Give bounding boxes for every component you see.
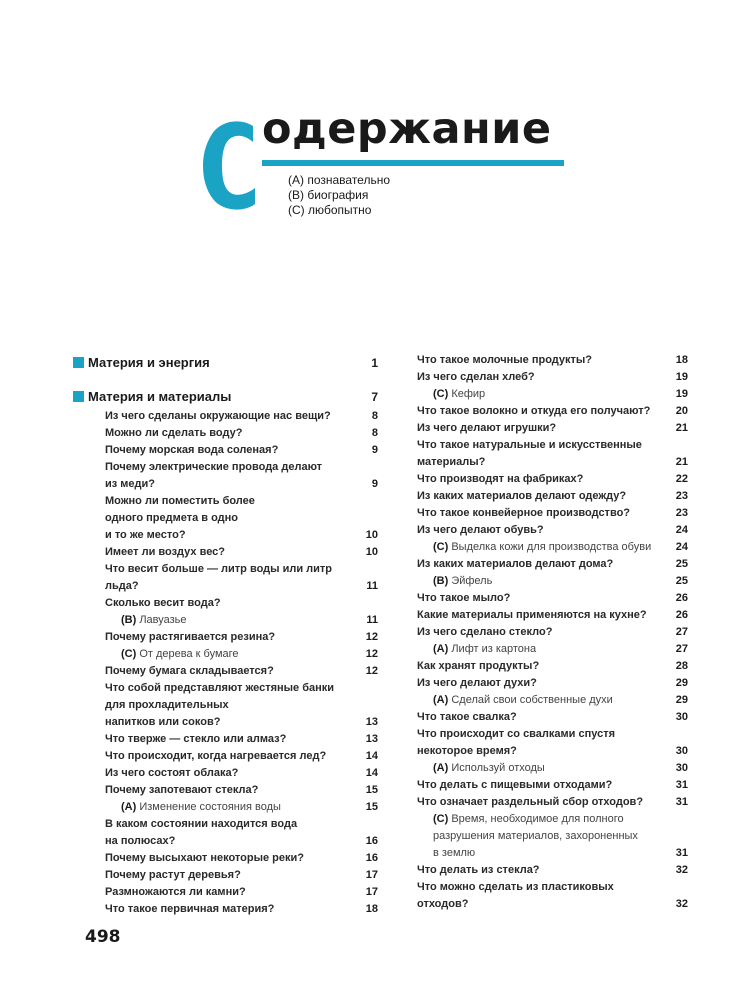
- toc-entry-text: В каком состоянии находится вода: [105, 818, 298, 830]
- toc-entry-text: льда?: [105, 580, 139, 592]
- toc-entry-text: Почему высыхают некоторые реки?: [105, 852, 304, 864]
- section-page: 1: [371, 356, 378, 370]
- toc-entry-text: Что такое конвейерное производство?: [417, 507, 631, 519]
- toc-entry-text: Почему бумага складывается?: [105, 665, 274, 677]
- toc-entry-text: Что такое волокно и откуда его получают?: [417, 405, 651, 417]
- toc-entry-text: Что происходит со свалками спустя: [417, 728, 616, 740]
- toc-entry[interactable]: [417, 437, 688, 454]
- toc-entry-page: 8: [371, 410, 378, 422]
- toc-entry-text: Что производят на фабриках?: [417, 473, 584, 485]
- toc-entry-text: [433, 692, 613, 709]
- toc-entry-page: 10: [365, 529, 378, 541]
- toc-entry-text: Что такое мыло?: [417, 592, 511, 604]
- toc-entry[interactable]: [417, 845, 688, 862]
- toc-entry[interactable]: [417, 454, 688, 471]
- toc-entry-page: 11: [366, 614, 378, 626]
- toc-entry-text: Размножаются ли камни?: [105, 886, 246, 898]
- toc-entry[interactable]: [73, 799, 378, 816]
- legend-item-c: (С) любопытно: [288, 203, 372, 217]
- toc-entry-text: Можно ли сделать воду?: [105, 427, 243, 439]
- toc-entry-page: 26: [675, 592, 688, 604]
- toc-entry[interactable]: [73, 544, 378, 561]
- toc-entry[interactable]: [417, 556, 688, 573]
- toc-entry-text: Из чего делают духи?: [417, 677, 537, 689]
- page-title: одержание: [262, 104, 552, 154]
- toc-entry-page: 25: [675, 558, 688, 570]
- toc-entry-text: [433, 811, 624, 828]
- toc-entry-tag: (С): [433, 813, 452, 825]
- toc-entry-text: и то же место?: [105, 529, 186, 541]
- toc-entry[interactable]: [417, 675, 688, 692]
- toc-entry-text: Почему растягивается резина?: [105, 631, 276, 643]
- toc-entry-page: 29: [675, 677, 688, 689]
- toc-entry[interactable]: [73, 476, 378, 493]
- toc-entry[interactable]: [417, 522, 688, 539]
- section-marker-square: [73, 357, 84, 368]
- toc-entry[interactable]: [73, 493, 378, 510]
- toc-entry-label: Кефир: [451, 388, 486, 400]
- toc-entry[interactable]: [417, 692, 688, 709]
- toc-entry-page: 28: [675, 660, 688, 672]
- toc-entry-page: 12: [365, 665, 378, 677]
- toc-entry[interactable]: [73, 459, 378, 476]
- toc-entry-text: одного предмета в одно: [105, 512, 239, 524]
- toc-entry-text: [121, 646, 239, 663]
- page-number: 498: [85, 927, 121, 947]
- toc-entry-page: 16: [365, 852, 378, 864]
- toc-entry[interactable]: [73, 884, 378, 901]
- toc-entry-page: 12: [365, 631, 378, 643]
- toc-entry-page: 13: [365, 733, 378, 745]
- toc-entries-right: [417, 352, 688, 913]
- toc-entry-text: для прохладительных: [105, 699, 229, 711]
- toc-entry-page: 11: [366, 580, 378, 592]
- toc-entry-page: 27: [675, 643, 688, 655]
- toc-entry-page: 30: [675, 762, 688, 774]
- toc-entry-text: Что такое свалка?: [417, 711, 517, 723]
- toc-entry[interactable]: [73, 629, 378, 646]
- toc-entry-text: Что можно сделать из пластиковых: [417, 881, 614, 893]
- toc-entry-tag: (С): [121, 648, 140, 660]
- toc-entry-label: Выделка кожи для производства обуви: [451, 541, 652, 553]
- toc-entry-text: на полюсах?: [105, 835, 176, 847]
- toc-entry[interactable]: [73, 867, 378, 884]
- toc-entry-label: Изменение состояния воды: [139, 801, 281, 813]
- toc-entry-tag: (С): [433, 388, 452, 400]
- toc-entry-tag: (В): [433, 575, 452, 587]
- toc-entry-text: Что такое молочные продукты?: [417, 354, 593, 366]
- toc-entry-page: 31: [675, 796, 688, 808]
- toc-section-matter-materials[interactable]: [73, 386, 378, 408]
- toc-entry-page: 19: [675, 371, 688, 383]
- toc-entry[interactable]: [417, 386, 688, 403]
- toc-entry[interactable]: [73, 442, 378, 459]
- toc-entry-page: 8: [371, 427, 378, 439]
- toc-entry-label: Сделай свои собственные духи: [451, 694, 613, 706]
- toc-entry-text: Из чего сделан хлеб?: [417, 371, 535, 383]
- toc-entry[interactable]: [73, 901, 378, 918]
- toc-entry-tag: (А): [433, 694, 452, 706]
- toc-entry-text: Как хранят продукты?: [417, 660, 540, 672]
- toc-entry[interactable]: [417, 828, 688, 845]
- toc-entry[interactable]: [73, 561, 378, 578]
- toc-section-matter-energy[interactable]: [73, 352, 378, 374]
- toc-entry-text: Почему запотевают стекла?: [105, 784, 259, 796]
- toc-entry-page: 15: [365, 784, 378, 796]
- toc-entry-page: 12: [365, 648, 378, 660]
- toc-entry-page: 23: [675, 507, 688, 519]
- toc-entry-text: Что тверже — стекло или алмаз?: [105, 733, 287, 745]
- toc-entry-page: 18: [365, 903, 378, 915]
- toc-entry[interactable]: [417, 352, 688, 369]
- toc-entry-text: материалы?: [417, 456, 486, 468]
- toc-entry-tag: (А): [433, 762, 452, 774]
- toc-entry[interactable]: [73, 816, 378, 833]
- toc-entry-text: напитков или соков?: [105, 716, 221, 728]
- toc-entry-text: в землю: [433, 847, 476, 859]
- section-page: 7: [371, 390, 378, 404]
- toc-entry-page: 30: [675, 745, 688, 757]
- toc-entry-text: Что такое первичная материя?: [105, 903, 275, 915]
- toc-entry[interactable]: [417, 624, 688, 641]
- legend: [288, 173, 390, 218]
- toc-entry[interactable]: [417, 539, 688, 556]
- toc-entry-page: 16: [365, 835, 378, 847]
- toc-entry-page: 9: [371, 444, 378, 456]
- title-underline: [262, 160, 564, 166]
- toc-entry-text: Почему морская вода соленая?: [105, 444, 279, 456]
- toc-entry[interactable]: [417, 811, 688, 828]
- toc-entry-page: 10: [365, 546, 378, 558]
- toc-entry[interactable]: [417, 658, 688, 675]
- toc-entry[interactable]: [417, 794, 688, 811]
- legend-item-a: (А) познавательно: [288, 173, 391, 187]
- toc-entry-text: Что весит больше — литр воды или литр: [105, 563, 333, 575]
- toc-entry-label: От дерева к бумаге: [139, 648, 239, 660]
- toc-entry[interactable]: [73, 578, 378, 595]
- toc-entry-page: 21: [675, 456, 688, 468]
- toc-entry[interactable]: [73, 680, 378, 697]
- toc-entry[interactable]: [73, 595, 378, 612]
- toc-entry-page: 13: [365, 716, 378, 728]
- toc-entry[interactable]: [73, 408, 378, 425]
- toc-entry[interactable]: [417, 726, 688, 743]
- toc-entry[interactable]: [417, 743, 688, 760]
- toc-entry-page: 25: [675, 575, 688, 587]
- toc-entry-label: Лифт из картона: [451, 643, 537, 655]
- toc-entry[interactable]: [73, 697, 378, 714]
- toc-entry[interactable]: [417, 471, 688, 488]
- toc-entry-tag: (А): [433, 643, 452, 655]
- toc-entry-text: [433, 760, 545, 777]
- toc-entry[interactable]: [417, 709, 688, 726]
- toc-entry[interactable]: [73, 748, 378, 765]
- toc-entry-text: некоторое время?: [417, 745, 517, 757]
- toc-entry-page: 17: [365, 869, 378, 881]
- toc-entry[interactable]: [73, 765, 378, 782]
- toc-entry[interactable]: [417, 420, 688, 437]
- toc-entry-page: 24: [675, 524, 688, 536]
- toc-entry-page: 27: [675, 626, 688, 638]
- section-marker-square: [73, 391, 84, 402]
- legend-item-b: (В) биография: [288, 188, 369, 202]
- initial-c-glyph: [203, 118, 265, 212]
- toc-entry-page: 21: [675, 422, 688, 434]
- toc-entry-text: Что такое натуральные и искусственные: [417, 439, 642, 451]
- toc-entry[interactable]: [417, 505, 688, 522]
- toc-left-column: [73, 352, 378, 918]
- toc-entry-page: 18: [675, 354, 688, 366]
- toc-entry-text: разрушения материалов, захороненных: [433, 830, 638, 842]
- toc-entry-page: 19: [675, 388, 688, 400]
- toc-entry[interactable]: [417, 879, 688, 896]
- toc-entry[interactable]: [417, 641, 688, 658]
- toc-entry[interactable]: [73, 527, 378, 544]
- toc-entry-page: 32: [675, 898, 688, 910]
- toc-entry-text: Что делать с пищевыми отходами?: [417, 779, 613, 791]
- toc-entry-text: Имеет ли воздух вес?: [105, 546, 226, 558]
- toc-entry-text: [433, 573, 492, 590]
- toc-entry-text: Какие материалы применяются на кухне?: [417, 609, 647, 621]
- toc-entry-page: 22: [675, 473, 688, 485]
- toc-entry-text: Из чего сделано стекло?: [417, 626, 553, 638]
- toc-entry-text: отходов?: [417, 898, 469, 910]
- section-title: Материя и материалы: [88, 389, 232, 404]
- toc-entry-text: Из чего состоят облака?: [105, 767, 239, 779]
- toc-right-column: [417, 352, 688, 913]
- toc-entry-text: Что означает раздельный сбор отходов?: [417, 796, 644, 808]
- toc-entry-page: 14: [365, 750, 378, 762]
- toc-entry[interactable]: [417, 607, 688, 624]
- toc-entry-text: [433, 539, 651, 556]
- toc-entry-text: Что происходит, когда нагревается лед?: [105, 750, 327, 762]
- toc-entry[interactable]: [73, 850, 378, 867]
- toc-entry-text: Из чего сделаны окружающие нас вещи?: [105, 410, 331, 422]
- toc-entry-text: Можно ли поместить более: [105, 495, 255, 507]
- toc-entry-text: [121, 799, 281, 816]
- toc-entry-page: 30: [675, 711, 688, 723]
- toc-entry-page: 31: [675, 847, 688, 859]
- toc-entry-text: Из каких материалов делают дома?: [417, 558, 614, 570]
- toc-entry-label: Время, необходимое для полного: [451, 813, 624, 825]
- toc-entry-text: Из чего делают игрушки?: [417, 422, 557, 434]
- toc-entry-text: Почему растут деревья?: [105, 869, 241, 881]
- toc-entry-label: Эйфель: [451, 575, 493, 587]
- toc-entry-tag: (А): [121, 801, 140, 813]
- toc-entry-page: 32: [675, 864, 688, 876]
- toc-entry-page: 14: [365, 767, 378, 779]
- toc-entry-tag: (С): [433, 541, 452, 553]
- toc-entry[interactable]: [73, 731, 378, 748]
- toc-entry-text: Что делать из стекла?: [417, 864, 540, 876]
- toc-entry-page: 17: [365, 886, 378, 898]
- toc-entry-text: Сколько весит вода?: [105, 597, 221, 609]
- toc-entry[interactable]: [417, 896, 688, 913]
- toc-entry-text: Что собой представляют жестяные банки: [105, 682, 335, 694]
- toc-entry[interactable]: [417, 403, 688, 420]
- toc-entry-label: Используй отходы: [451, 762, 545, 774]
- toc-entries-left: [73, 408, 378, 918]
- toc-entry[interactable]: [73, 714, 378, 731]
- toc-entry[interactable]: [417, 760, 688, 777]
- toc-entry[interactable]: [417, 777, 688, 794]
- toc-entry-page: 20: [675, 405, 688, 417]
- toc-entry-page: 24: [675, 541, 688, 553]
- toc-entry[interactable]: [417, 369, 688, 386]
- toc-entry-page: 31: [675, 779, 688, 791]
- toc-entry[interactable]: [73, 646, 378, 663]
- toc-entry-text: Из каких материалов делают одежду?: [417, 490, 627, 502]
- toc-entry[interactable]: [417, 590, 688, 607]
- toc-entry-label: Лавуазье: [139, 614, 187, 626]
- toc-entry[interactable]: [73, 833, 378, 850]
- toc-entry[interactable]: [73, 425, 378, 442]
- title-initial-letter: [203, 118, 265, 212]
- toc-entry[interactable]: [73, 782, 378, 799]
- toc-entry-page: 26: [675, 609, 688, 621]
- toc-entry[interactable]: [73, 663, 378, 680]
- toc-entry-page: 9: [371, 478, 378, 490]
- section-title: Материя и энергия: [88, 355, 210, 370]
- toc-entry-page: 29: [675, 694, 688, 706]
- toc-entry-page: 23: [675, 490, 688, 502]
- toc-entry[interactable]: [73, 612, 378, 629]
- toc-entry-text: Из чего делают обувь?: [417, 524, 544, 536]
- toc-entry-page: 15: [365, 801, 378, 813]
- toc-entry-text: [433, 641, 536, 658]
- toc-entry[interactable]: [73, 510, 378, 527]
- toc-entry[interactable]: [417, 488, 688, 505]
- toc-entry[interactable]: [417, 573, 688, 590]
- toc-entry-text: [433, 386, 485, 403]
- toc-entry-text: из меди?: [105, 478, 156, 490]
- toc-entry[interactable]: [417, 862, 688, 879]
- toc-entry-text: Почему электрические провода делают: [105, 461, 323, 473]
- toc-entry-text: [121, 612, 187, 629]
- toc-entry-tag: (В): [121, 614, 140, 626]
